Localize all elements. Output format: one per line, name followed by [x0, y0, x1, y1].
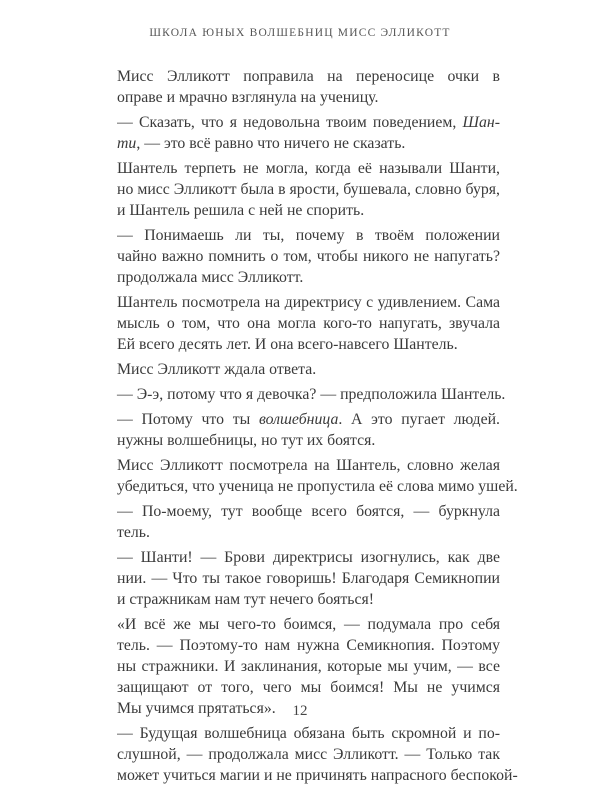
text-line: — Будущая волшебница обязана быть скромной и по-: [117, 725, 500, 743]
paragraph: [117, 292, 500, 355]
text-line: тель. — Поэтому-то нам нужна Семикнопия. Поэтому: [117, 636, 500, 654]
italic-segment: волшебница: [258, 410, 339, 428]
text-line: и стражникам нам тут нечего бояться!: [117, 590, 374, 608]
text-line: [117, 133, 500, 154]
italic-segment: ти: [117, 135, 137, 153]
text-line: но мисс Элликотт была в ярости, бушевала, словно буря,: [117, 181, 500, 199]
text-line: [117, 409, 500, 430]
paragraph: [117, 455, 518, 497]
text-segment: . А это пугает людей.: [338, 410, 500, 428]
text-line: Ей всего десять лет. И она всего-навсего Шантель.: [117, 336, 458, 354]
text-line: Мисс Элликотт ждала ответа.: [117, 361, 317, 379]
paragraph: [117, 384, 506, 405]
text-line: Мисс Элликотт поправила на переносице очки в: [117, 68, 500, 85]
italic-segment: Шан-: [462, 113, 500, 131]
paragraph: [117, 723, 518, 786]
paragraph: [117, 112, 500, 154]
text-line: чайно важно помнить о том, чтобы никого не напугать?: [117, 248, 500, 266]
text-line: может учиться магии и не причинять напрасного беспокой-: [117, 767, 518, 785]
paragraph: [117, 359, 500, 380]
text-line: «И всё же мы чего-то боимся, — подумала про себя: [117, 615, 500, 633]
text-line: мысль о том, что она могла кого-то напугать, звучала: [117, 315, 500, 333]
paragraph: [117, 409, 500, 451]
paragraph: [117, 158, 500, 221]
text-line: Мисс Элликотт посмотрела на Шантель, словно желая: [117, 456, 500, 474]
paragraph: [117, 547, 500, 610]
text-line: защищают от того, чего мы боимся! Мы не учимся: [117, 679, 500, 697]
text-line: слушной, — продолжала мисс Элликотт. — Только так: [117, 746, 500, 764]
text-line: Мы учимся прятаться».: [117, 700, 276, 718]
text-line: Шантель терпеть не могла, когда её называли Шанти,: [117, 159, 500, 177]
body-text: [117, 66, 518, 790]
text-line: убедиться, что ученица не пропустила её слова мимо ушей.: [117, 477, 518, 495]
text-segment: , — это всё равно что ничего не сказать.: [136, 135, 406, 153]
text-line: оправе и мрачно взглянула на ученицу.: [117, 89, 379, 107]
text-line: ны стражники. И заклинания, которые мы учим, — все: [117, 658, 500, 676]
text-line: нии. — Что ты такое говоришь! Благодаря Семикнопии: [117, 569, 500, 587]
text-line: — Понимаешь ли ты, почему в твоём положении: [117, 227, 500, 244]
paragraph: [117, 225, 500, 288]
text-line: и Шантель решила с ней не спорить.: [117, 202, 365, 220]
paragraph: [117, 501, 500, 543]
text-line: [117, 112, 500, 133]
text-segment: — Сказать, что я недовольна твоим поведением,: [117, 113, 463, 131]
text-segment: — Потому что ты: [117, 410, 259, 428]
text-line: — По-моему, тут вообще всего боятся, — буркнула: [117, 502, 500, 520]
running-head: ШКОЛА ЮНЫХ ВОЛШЕБНИЦ МИСС ЭЛЛИКОТТ: [149, 27, 451, 39]
text-line: нужны волшебницы, но тут их боятся.: [117, 431, 376, 449]
text-line: тель.: [117, 523, 150, 541]
text-line: — Шанти! — Брови директрисы изогнулись, как две: [117, 548, 500, 566]
text-line: Шантель посмотрела на директрису с удивлением. Сама: [117, 294, 500, 312]
page-number: 12: [292, 703, 308, 719]
paragraph: [117, 66, 500, 108]
text-line: продолжала мисс Элликотт.: [117, 269, 304, 287]
text-line: — Э-э, потому что я девочка? — предположила Шантель.: [117, 386, 506, 403]
